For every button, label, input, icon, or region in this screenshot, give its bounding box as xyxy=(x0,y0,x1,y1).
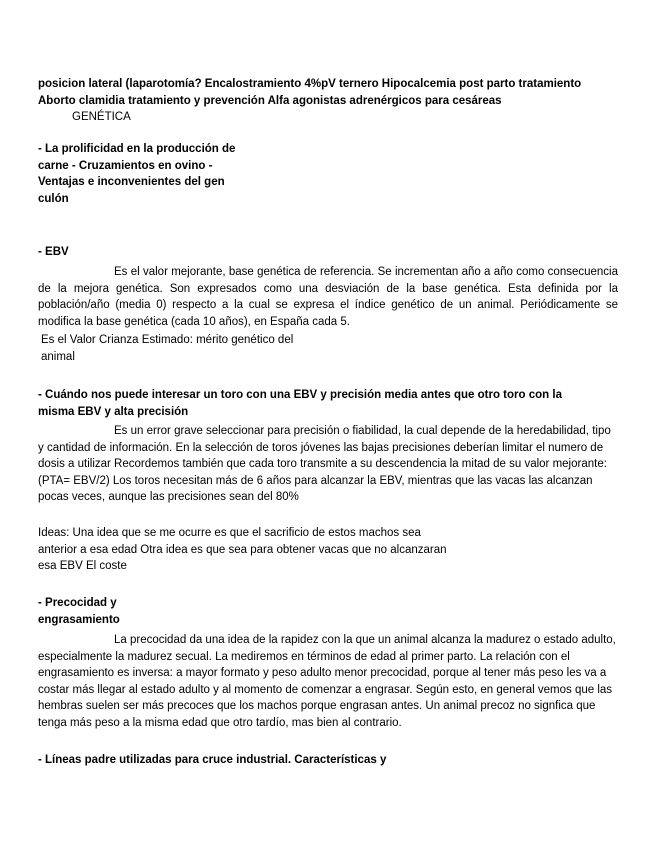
precocidad-heading-line-1: - Precocidad y xyxy=(38,597,117,609)
bull-ideas-line-3: esa EBV El coste xyxy=(38,560,127,572)
bull-heading xyxy=(38,387,618,420)
ebv-heading: - EBV xyxy=(38,246,69,258)
header-notes xyxy=(38,76,618,109)
precocidad-paragraph-text: La precocidad da una idea de la rapidez con la que un animal alcanza la madurez o estado adulto, especialmente la madurez secual. La mediremos en términos de edad al primer parto. La relación con el engrasamiento es inversa: a mayor formato y peso adulto menor precocidad, porque al tener más peso les va a costar más llegar al estado adulto y al momento de comenzar a engrasar. Según esto, en general vemos que las hembras suelen ser más precoces que los machos porque engrasan antes. Un animal precoz no signfica que tenga más peso a la misma edad que otro tardío, mas bien al contrario. xyxy=(38,634,616,729)
bull-paragraph xyxy=(38,423,618,506)
ebv-note-line-1: Es el Valor Crianza Estimado: mérito genético del xyxy=(41,334,294,346)
bull-ideas-line-2: anterior a esa edad Otra idea es que sea para obtener vacas que no alcanzaran xyxy=(38,543,447,556)
ebv-paragraph-text: Es el valor mejorante, base genética de referencia. Se incrementan año a año como consecuencia de la mejora genética. Son expresados como una desviación de la base genética. Esta definida por la población/año (media 0) respecto a la cual se expresa el índice genético de un animal. Periódicamente se modifica la base genética (cada 10 años), en España cada 5. xyxy=(38,266,618,328)
ebv-note-line-2: animal xyxy=(41,350,75,363)
bull-ideas xyxy=(38,525,618,575)
bull-heading-line-2: misma EBV y alta precisión xyxy=(38,405,189,418)
topics-list xyxy=(38,141,258,207)
precocidad-paragraph xyxy=(38,632,618,731)
topics-line-3: Ventajas e inconvenientes del gen xyxy=(38,176,225,188)
section-title-genetica: GENÉTICA xyxy=(72,111,131,123)
topics-line-4: culón xyxy=(38,192,69,205)
header-line-1: posicion lateral (laparotomía? Encalostramiento 4%pV ternero Hipocalcemia post parto tratamiento xyxy=(38,78,582,90)
topics-line-1: - La prolificidad en la producción de xyxy=(38,143,236,155)
header-line-2: Aborto clamidia tratamiento y prevención Alfa agonistas adrenérgicos para cesáreas xyxy=(38,94,502,107)
topics-line-2: carne - Cruzamientos en ovino - xyxy=(38,159,213,172)
ebv-paragraph xyxy=(38,264,618,330)
precocidad-heading-line-2: engrasamiento xyxy=(38,613,120,626)
bull-ideas-line-1: Ideas: Una idea que se me ocurre es que el sacrificio de estos machos sea xyxy=(38,527,421,539)
precocidad-heading xyxy=(38,595,618,628)
lineas-heading: - Líneas padre utilizadas para cruce industrial. Características y xyxy=(38,754,387,766)
bull-heading-line-1: - Cuándo nos puede interesar un toro con una EBV y precisión media antes que otro toro con la xyxy=(38,389,562,401)
bull-paragraph-text: Es un error grave seleccionar para precisión o fiabilidad, la cual depende de la heredabilidad, tipo y cantidad de información. En la selección de toros jóvenes las bajas precisiones deberían limitar el numero de dosis a utilizar Recordemos también que cada toro transmite a su descendencia la mitad de su valor mejorante: (PTA= EBV/2) Los toros necesitan más de 6 años para alcanzar la EBV, mientras que las vacas las alcanzan pocas veces, aunque las precisiones sean del 80% xyxy=(38,425,611,503)
ebv-note xyxy=(41,332,621,365)
